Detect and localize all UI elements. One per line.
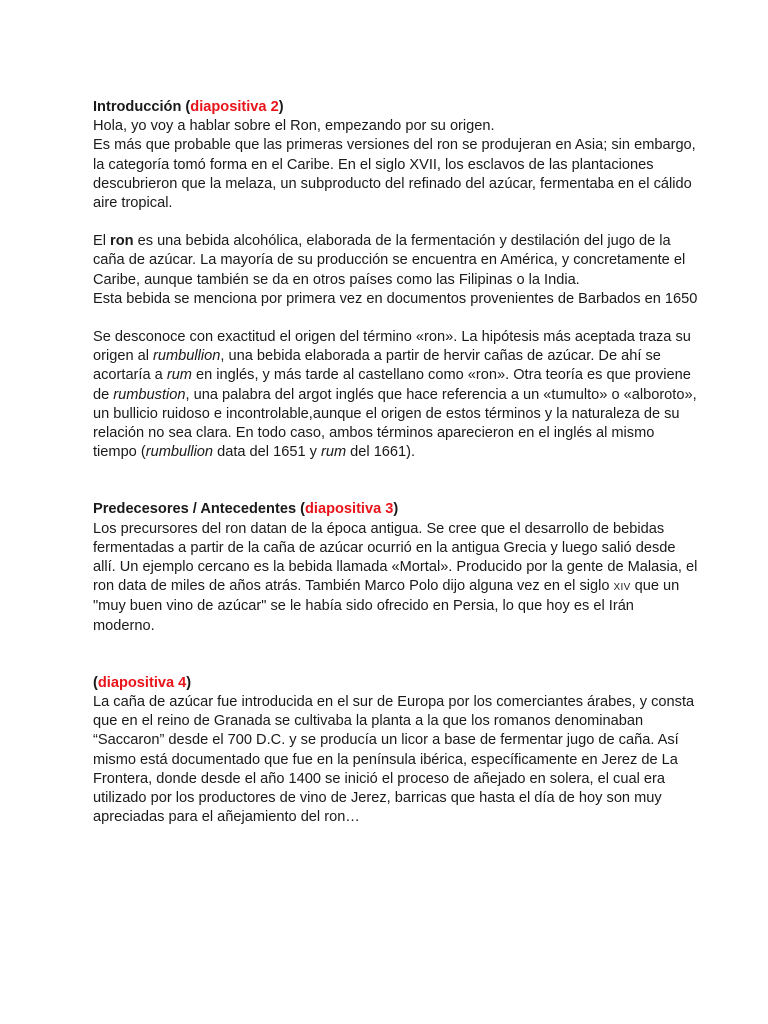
- paragraph: La caña de azúcar fue introducida en el sur de Europa por los comerciantes árabes, y consta que en el reino de Granada se cultivaba la planta a la que los romanos denominaban “Saccaron” desde el 700 D.C. y se producía un licor a base de fermentar jugo de caña. Así mismo está documentado que fue en la península ibérica, específicamente en Jerez de La Frontera, donde desde el año 1400 se inició el proceso de añejado en solera, el cual era utilizado por los productores de vino de Jerez, barricas que hasta el día de hoy son muy apreciadas para el añejamiento del ron…: [93, 694, 695, 826]
- section-predecesores: [93, 500, 698, 635]
- bold-term: ron: [110, 233, 134, 250]
- section-heading: Introducción (diapositiva 2): [93, 99, 284, 115]
- italic-term: rumbustion: [113, 386, 186, 403]
- slide-label: diapositiva 4: [97, 674, 187, 691]
- paragraph: Se desconoce con exactitud el origen del término «ron». La hipótesis más aceptada traza su origen al rumbullion, una bebida elaborada a partir de hervir cañas de azúcar. De ahí se acortaría a rum en inglés, y más tarde al castellano como «ron». Otra teoría es que proviene de rumbustion, una palabra del argot inglés que hace referencia a un «tumulto» o «alboroto», un bullicio ruidoso e incontrolable,aunque el origen de estos términos y la naturaleza de su relación no sea clara. En todo caso, ambos términos aparecieron en el inglés al mismo tiempo (rumbullion data del 1651 y rum del 1661).: [93, 329, 697, 461]
- heading-label: Introducción: [93, 99, 182, 115]
- heading-label: Predecesores / Antecedentes: [93, 501, 297, 518]
- slide-label: diapositiva 2: [190, 99, 279, 115]
- slide-label: diapositiva 3: [304, 501, 394, 518]
- section-heading: Predecesores / Antecedentes (diapositiva 3): [93, 501, 399, 518]
- section-diapositiva-4: [93, 674, 698, 828]
- paragraph: Hola, yo voy a hablar sobre el Ron, empezando por su origen.: [93, 118, 495, 135]
- paragraph: Es más que probable que las primeras versiones del ron se produjeran en Asia; sin embargo, la categoría tomó forma en el Caribe. En el siglo XVII, los esclavos de las plantaciones descubrieron que la melaza, un subproducto del refinado del azúcar, fermentaba en el cálido aire tropical.: [93, 137, 696, 212]
- section-heading: (diapositiva 4): [93, 674, 192, 691]
- italic-term: rumbullion: [145, 444, 214, 461]
- paragraph: El ron es una bebida alcohólica, elaborada de la fermentación y destilación del jugo de la caña de azúcar. La mayoría de su producción se encuentra en América, y concretamente el Caribe, aunque también se da en otros países como las Filipinas o la India.: [93, 233, 686, 288]
- italic-term: rum: [166, 367, 192, 384]
- century-numeral: XIV: [613, 582, 631, 594]
- italic-term: rum: [320, 444, 347, 461]
- italic-term: rumbullion: [153, 348, 221, 365]
- paragraph: Esta bebida se menciona por primera vez en documentos provenientes de Barbados en 1650: [93, 290, 698, 307]
- paragraph: Los precursores del ron datan de la época antigua. Se cree que el desarrollo de bebidas fermentadas a partir de la caña de azúcar ocurrió en la antigua Grecia y luego salió desde allí. Un ejemplo cercano es la bebida llamada «Mortal». Producido por la gente de Malasia, el ron data de miles de años atrás. También Marco Polo dijo alguna vez en el siglo XIV que un "muy buen vino de azúcar" se le había sido ofrecido en Persia, lo que hoy es el Irán moderno.: [93, 520, 698, 634]
- section-introduccion: [93, 98, 698, 462]
